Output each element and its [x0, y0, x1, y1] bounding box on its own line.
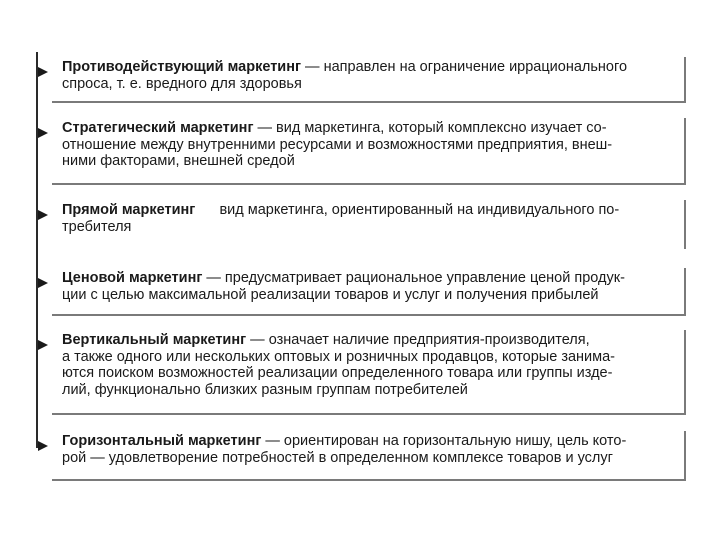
card-text — [62, 59, 627, 92]
card-definition-start: — ориентирован на горизонтальную нишу, цель кото- — [261, 433, 627, 449]
arrow-icon — [38, 67, 48, 77]
card-horizontal-marketing — [52, 431, 686, 481]
card-border-bottom — [52, 479, 686, 481]
tree-spine — [36, 52, 38, 448]
card-term: Ценовой маркетинг — [62, 270, 203, 286]
card-text — [62, 433, 626, 466]
card-definition-start: — означает наличие предприятия-производителя, — [246, 332, 590, 348]
card-text — [62, 202, 619, 235]
card-border-bottom — [52, 101, 686, 103]
card-vertical-marketing — [52, 330, 686, 415]
card-border-bottom — [52, 183, 686, 185]
card-price-marketing — [52, 268, 686, 316]
card-border-right — [684, 200, 686, 249]
card-border-right — [684, 330, 686, 415]
card-border-right — [684, 431, 686, 481]
card-term: Вертикальный маркетинг — [62, 332, 247, 348]
card-line: спроса, т. е. вредного для здоровья — [62, 75, 302, 92]
card-line: ними факторами, внешней средой — [62, 153, 295, 169]
card-counter-marketing — [52, 57, 686, 103]
card-term: Горизонтальный маркетинг — [62, 433, 262, 449]
card-border-right — [684, 118, 686, 185]
card-line: лий, функционально близких разным группам потребителей — [62, 381, 468, 398]
card-line: отношение между внутренними ресурсами и возможностями предприятия, внеш- — [62, 136, 613, 153]
card-border-right — [684, 57, 686, 103]
card-text — [62, 120, 612, 170]
card-line: требителя — [62, 218, 132, 235]
card-line: а также одного или нескольких оптовых и розничных продавцов, которые занима- — [62, 348, 615, 365]
card-definition-start: — предусматривает рациональное управление ценой продук- — [202, 270, 625, 286]
card-term: Противодействующий маркетинг — [62, 59, 302, 75]
card-line: рой — удовлетворение потребностей в определенном комплексе товаров и услуг — [62, 449, 613, 466]
card-border-bottom — [52, 314, 686, 316]
card-definition-start: — направлен на ограничение иррационального — [301, 59, 628, 75]
card-definition-start: вид маркетинга, ориентированный на индивидуального по- — [195, 202, 620, 218]
card-term: Стратегический маркетинг — [62, 120, 254, 136]
card-line: ются поиском возможностей реализации определенного товара или группы изде- — [62, 365, 613, 381]
card-border-right — [684, 268, 686, 316]
card-text — [62, 332, 615, 398]
arrow-icon — [38, 210, 48, 220]
arrow-icon — [38, 278, 48, 288]
card-line: ции с целью максимальной реализации товаров и услуг и получения прибылей — [62, 286, 599, 303]
arrow-icon — [38, 441, 48, 451]
arrow-icon — [38, 128, 48, 138]
arrow-icon — [38, 340, 48, 350]
card-direct-marketing — [52, 200, 686, 249]
card-text — [62, 270, 625, 303]
card-term: Прямой маркетинг — [62, 202, 196, 218]
card-strategic-marketing — [52, 118, 686, 185]
card-border-bottom — [52, 413, 686, 415]
card-definition-start: — вид маркетинга, который комплексно изучает со- — [253, 120, 607, 136]
